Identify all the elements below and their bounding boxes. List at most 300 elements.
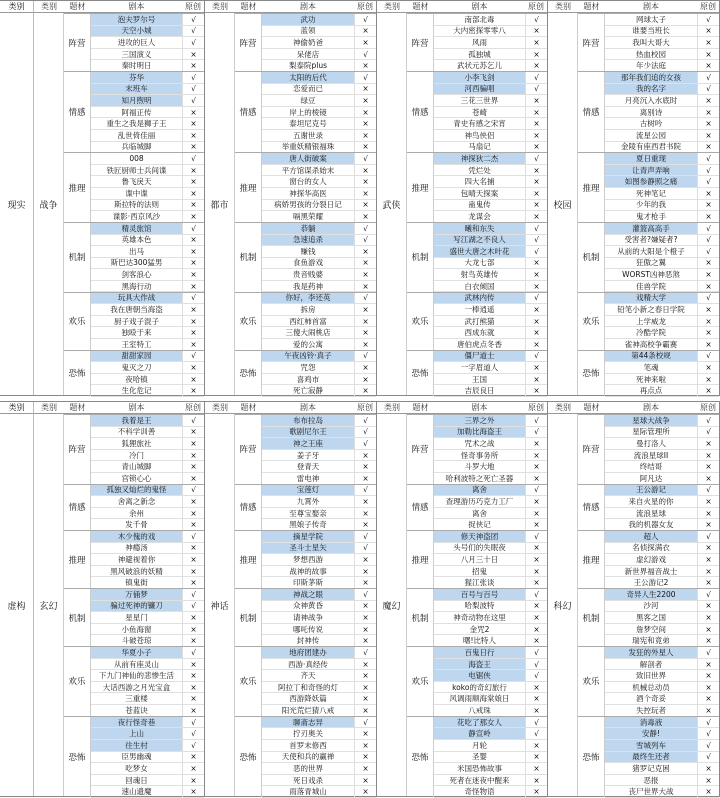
table-row[interactable] bbox=[262, 589, 376, 601]
table-row[interactable] bbox=[91, 176, 204, 188]
original-mark: × bbox=[525, 566, 547, 577]
table-row[interactable] bbox=[262, 485, 376, 497]
table-row[interactable] bbox=[605, 508, 719, 520]
table-row[interactable] bbox=[91, 589, 204, 601]
table-row[interactable] bbox=[91, 728, 204, 740]
table-row[interactable] bbox=[262, 26, 376, 38]
table-row[interactable] bbox=[91, 438, 204, 450]
script-name: 请神战争 bbox=[293, 613, 323, 623]
subgroup bbox=[64, 71, 204, 152]
table-row[interactable] bbox=[434, 293, 547, 305]
table-row[interactable] bbox=[434, 717, 547, 729]
table-row[interactable] bbox=[262, 293, 376, 305]
table-row[interactable] bbox=[434, 84, 547, 96]
table-row[interactable] bbox=[605, 49, 719, 61]
group-4 bbox=[548, 1, 720, 395]
table-row[interactable] bbox=[262, 786, 376, 798]
table-row[interactable] bbox=[262, 327, 376, 339]
script-name: 谍中谍 bbox=[125, 188, 148, 198]
table-row[interactable] bbox=[434, 485, 547, 497]
table-row[interactable] bbox=[434, 508, 547, 520]
script-name: 姜子牙 bbox=[296, 450, 320, 460]
table-row[interactable] bbox=[605, 682, 719, 694]
table-row[interactable] bbox=[605, 188, 719, 200]
table-row[interactable] bbox=[434, 304, 547, 316]
table-row[interactable] bbox=[262, 316, 376, 328]
script-name: 月轮 bbox=[472, 740, 487, 750]
table-row[interactable] bbox=[605, 293, 719, 305]
table-row[interactable] bbox=[434, 543, 547, 555]
table-row[interactable] bbox=[434, 385, 547, 397]
table-row[interactable] bbox=[434, 327, 547, 339]
table-row[interactable] bbox=[605, 531, 719, 543]
table-row[interactable] bbox=[91, 763, 204, 775]
table-row[interactable] bbox=[605, 176, 719, 188]
table-row[interactable] bbox=[605, 543, 719, 555]
table-row[interactable] bbox=[605, 37, 719, 49]
table-row[interactable] bbox=[434, 740, 547, 752]
table-row[interactable] bbox=[262, 14, 376, 26]
script-name: 不科学训善 bbox=[117, 427, 156, 437]
table-row[interactable] bbox=[434, 659, 547, 671]
table-row[interactable] bbox=[434, 566, 547, 578]
table-row[interactable] bbox=[605, 659, 719, 671]
script-name: 酒个奇妥 bbox=[636, 694, 666, 704]
subgroup bbox=[407, 588, 547, 646]
table-row[interactable] bbox=[605, 351, 719, 363]
table-row[interactable] bbox=[605, 362, 719, 374]
table-row[interactable] bbox=[91, 293, 204, 305]
table-row[interactable] bbox=[605, 450, 719, 462]
table-row[interactable] bbox=[262, 118, 376, 130]
original-mark: × bbox=[697, 339, 719, 350]
table-row[interactable] bbox=[91, 543, 204, 555]
table-row[interactable] bbox=[91, 72, 204, 84]
table-row[interactable] bbox=[91, 223, 204, 235]
table-row[interactable] bbox=[434, 153, 547, 165]
table-row[interactable] bbox=[434, 72, 547, 84]
table-row[interactable] bbox=[262, 775, 376, 787]
table-row[interactable] bbox=[262, 647, 376, 659]
table-row[interactable] bbox=[262, 188, 376, 200]
original-mark: × bbox=[525, 519, 547, 530]
table-row[interactable] bbox=[434, 374, 547, 386]
table-row[interactable] bbox=[434, 670, 547, 682]
original-mark: √ bbox=[182, 14, 204, 25]
table-row[interactable] bbox=[605, 246, 719, 258]
table-row[interactable] bbox=[434, 351, 547, 363]
table-row[interactable] bbox=[434, 258, 547, 270]
table-row[interactable] bbox=[262, 438, 376, 450]
original-mark: √ bbox=[354, 223, 376, 234]
table-row[interactable] bbox=[434, 37, 547, 49]
script-name: 雀神高校争霸赛 bbox=[624, 339, 678, 349]
table-row[interactable] bbox=[434, 415, 547, 427]
table-row[interactable] bbox=[605, 461, 719, 473]
table-row[interactable] bbox=[434, 235, 547, 247]
table-row[interactable] bbox=[91, 647, 204, 659]
table-row[interactable] bbox=[605, 374, 719, 386]
table-row[interactable] bbox=[262, 740, 376, 752]
table-row[interactable] bbox=[91, 235, 204, 247]
table-row[interactable] bbox=[434, 130, 547, 142]
table-row[interactable] bbox=[262, 385, 376, 397]
script-name: 曙!比特人 bbox=[462, 636, 496, 646]
table-row[interactable] bbox=[91, 188, 204, 200]
table-row[interactable] bbox=[91, 258, 204, 270]
table-row[interactable] bbox=[262, 84, 376, 96]
original-mark: × bbox=[697, 543, 719, 554]
table-row[interactable] bbox=[605, 717, 719, 729]
table-row[interactable] bbox=[91, 566, 204, 578]
table-row[interactable] bbox=[434, 775, 547, 787]
table-row[interactable] bbox=[262, 659, 376, 671]
table-row[interactable] bbox=[434, 316, 547, 328]
original-mark: × bbox=[182, 624, 204, 635]
table-row[interactable] bbox=[91, 508, 204, 520]
original-mark: × bbox=[354, 635, 376, 646]
table-row[interactable] bbox=[605, 624, 719, 636]
table-row[interactable] bbox=[605, 26, 719, 38]
table-row[interactable] bbox=[605, 118, 719, 130]
original-mark: √ bbox=[697, 351, 719, 362]
table-row[interactable] bbox=[91, 37, 204, 49]
script-name: 至尊宝娶亲 bbox=[289, 508, 327, 518]
category-label: 虚构 bbox=[0, 414, 34, 796]
table-row[interactable] bbox=[262, 682, 376, 694]
table-row[interactable] bbox=[605, 385, 719, 397]
table-row[interactable] bbox=[605, 269, 719, 281]
script-name: 神避视着你 bbox=[117, 555, 156, 565]
table-row[interactable] bbox=[91, 362, 204, 374]
table-row[interactable] bbox=[605, 130, 719, 142]
table-row[interactable] bbox=[262, 258, 376, 270]
table-row[interactable] bbox=[262, 554, 376, 566]
table-row[interactable] bbox=[262, 246, 376, 258]
theme-label: 阵营 bbox=[235, 14, 262, 71]
table-row[interactable] bbox=[434, 269, 547, 281]
table-row[interactable] bbox=[91, 693, 204, 705]
table-row[interactable] bbox=[262, 752, 376, 764]
theme-label: 欢乐 bbox=[407, 293, 434, 350]
script-name: 镇鬼街 bbox=[125, 578, 148, 588]
table-row[interactable] bbox=[91, 304, 204, 316]
script-name: 剑客浪心 bbox=[121, 270, 152, 280]
table-row[interactable] bbox=[91, 740, 204, 752]
table-row[interactable] bbox=[605, 438, 719, 450]
table-row[interactable] bbox=[434, 728, 547, 740]
original-mark: × bbox=[354, 473, 376, 484]
table-row[interactable] bbox=[262, 566, 376, 578]
script-name: 首罗末修西 bbox=[289, 740, 327, 750]
script-name: 射鸟英雄传 bbox=[460, 270, 499, 280]
script-name: 米国恐怖故事 bbox=[457, 763, 502, 773]
original-mark: × bbox=[697, 130, 719, 141]
table-row[interactable] bbox=[262, 200, 376, 212]
table-row[interactable] bbox=[91, 327, 204, 339]
original-mark: × bbox=[697, 659, 719, 670]
table-row[interactable] bbox=[262, 235, 376, 247]
table-row[interactable] bbox=[91, 200, 204, 212]
table-row[interactable] bbox=[605, 728, 719, 740]
subgroup bbox=[407, 414, 547, 484]
table-row[interactable] bbox=[605, 752, 719, 764]
table-row[interactable] bbox=[262, 130, 376, 142]
table-row[interactable] bbox=[91, 624, 204, 636]
table-row[interactable] bbox=[434, 49, 547, 61]
table-row[interactable] bbox=[434, 176, 547, 188]
original-mark: × bbox=[697, 304, 719, 315]
table-row[interactable] bbox=[605, 647, 719, 659]
script-name: 孤独又灿烂的鬼怪 bbox=[91, 485, 182, 496]
table-row[interactable] bbox=[91, 496, 204, 508]
table-row[interactable] bbox=[434, 26, 547, 38]
table-row[interactable] bbox=[262, 176, 376, 188]
original-mark: × bbox=[182, 786, 204, 797]
table-row[interactable] bbox=[91, 246, 204, 258]
script-name: 恭躺 bbox=[262, 223, 354, 234]
table-row[interactable] bbox=[434, 693, 547, 705]
table-row[interactable] bbox=[605, 566, 719, 578]
script-name: 乱世倚佳丽 bbox=[117, 130, 156, 140]
table-row[interactable] bbox=[605, 14, 719, 26]
table-row[interactable] bbox=[91, 351, 204, 363]
table-row[interactable] bbox=[434, 461, 547, 473]
table-row[interactable] bbox=[434, 531, 547, 543]
table-row[interactable] bbox=[605, 415, 719, 427]
table-row[interactable] bbox=[91, 130, 204, 142]
table-row[interactable] bbox=[91, 612, 204, 624]
subgroup bbox=[578, 13, 719, 71]
table-row[interactable] bbox=[91, 752, 204, 764]
script-name: 年少法庭 bbox=[636, 61, 666, 71]
table-row[interactable] bbox=[605, 554, 719, 566]
table-row[interactable] bbox=[434, 496, 547, 508]
table-row[interactable] bbox=[434, 118, 547, 130]
table-row[interactable] bbox=[605, 304, 719, 316]
group-4 bbox=[548, 402, 720, 796]
table-row[interactable] bbox=[605, 316, 719, 328]
table-row[interactable] bbox=[262, 374, 376, 386]
original-mark: √ bbox=[697, 752, 719, 763]
table-row[interactable] bbox=[434, 200, 547, 212]
script-name: 聊斋志异 bbox=[262, 717, 354, 728]
script-name: 最终生还者 bbox=[605, 752, 697, 763]
table-row[interactable] bbox=[434, 763, 547, 775]
table-row[interactable] bbox=[262, 693, 376, 705]
table-row[interactable] bbox=[605, 223, 719, 235]
table-row[interactable] bbox=[434, 752, 547, 764]
table-row[interactable] bbox=[605, 693, 719, 705]
table-row[interactable] bbox=[91, 775, 204, 787]
table-row[interactable] bbox=[91, 49, 204, 61]
original-mark: × bbox=[525, 705, 547, 716]
original-mark: √ bbox=[525, 293, 547, 304]
table-row[interactable] bbox=[262, 269, 376, 281]
table-row[interactable] bbox=[605, 327, 719, 339]
table-row[interactable] bbox=[91, 670, 204, 682]
table-row[interactable] bbox=[262, 95, 376, 107]
table-row[interactable] bbox=[605, 95, 719, 107]
original-mark: × bbox=[697, 473, 719, 484]
table-row[interactable] bbox=[605, 612, 719, 624]
table-row[interactable] bbox=[434, 682, 547, 694]
script-name: 苍崎 bbox=[472, 107, 487, 117]
table-row[interactable] bbox=[262, 450, 376, 462]
table-row[interactable] bbox=[262, 304, 376, 316]
table-row[interactable] bbox=[91, 415, 204, 427]
table-row[interactable] bbox=[91, 485, 204, 497]
table-row[interactable] bbox=[262, 351, 376, 363]
table-row[interactable] bbox=[434, 554, 547, 566]
table-row[interactable] bbox=[91, 269, 204, 281]
table-row[interactable] bbox=[91, 84, 204, 96]
table-row[interactable] bbox=[605, 763, 719, 775]
table-row[interactable] bbox=[262, 612, 376, 624]
table-row[interactable] bbox=[434, 589, 547, 601]
table-row[interactable] bbox=[262, 153, 376, 165]
original-mark: × bbox=[697, 316, 719, 327]
subgroup bbox=[578, 292, 719, 350]
script-name: 知月煦明 bbox=[91, 95, 182, 106]
table-row[interactable] bbox=[434, 246, 547, 258]
script-name: 夜行怪奇巷 bbox=[91, 717, 182, 728]
table-row[interactable] bbox=[91, 461, 204, 473]
table-row[interactable] bbox=[262, 728, 376, 740]
table-row[interactable] bbox=[434, 165, 547, 177]
table-row[interactable] bbox=[605, 153, 719, 165]
table-row[interactable] bbox=[434, 624, 547, 636]
table-row[interactable] bbox=[91, 316, 204, 328]
table-row[interactable] bbox=[605, 670, 719, 682]
subgroup bbox=[235, 646, 376, 716]
table-row[interactable] bbox=[605, 427, 719, 439]
table-row[interactable] bbox=[434, 438, 547, 450]
table-row[interactable] bbox=[91, 450, 204, 462]
table-row[interactable] bbox=[91, 682, 204, 694]
theme-label: 欢乐 bbox=[235, 293, 262, 350]
table-row[interactable] bbox=[91, 118, 204, 130]
original-mark: × bbox=[525, 37, 547, 48]
table-row[interactable] bbox=[262, 37, 376, 49]
table-row[interactable] bbox=[434, 95, 547, 107]
table-row[interactable] bbox=[91, 554, 204, 566]
table-row[interactable] bbox=[262, 670, 376, 682]
table-row[interactable] bbox=[91, 153, 204, 165]
script-name: 王室特工 bbox=[121, 339, 152, 349]
table-row[interactable] bbox=[262, 601, 376, 613]
table-row[interactable] bbox=[262, 362, 376, 374]
table-row[interactable] bbox=[605, 72, 719, 84]
table-row[interactable] bbox=[434, 647, 547, 659]
table-row[interactable] bbox=[262, 223, 376, 235]
table-row[interactable] bbox=[605, 84, 719, 96]
table-row[interactable] bbox=[91, 165, 204, 177]
table-row[interactable] bbox=[605, 107, 719, 119]
table-row[interactable] bbox=[605, 601, 719, 613]
table-row[interactable] bbox=[262, 461, 376, 473]
table-row[interactable] bbox=[434, 450, 547, 462]
script-name: 岸上的棱镜 bbox=[289, 107, 327, 117]
table-row[interactable] bbox=[434, 188, 547, 200]
table-row[interactable] bbox=[262, 531, 376, 543]
table-row[interactable] bbox=[434, 362, 547, 374]
table-row[interactable] bbox=[434, 601, 547, 613]
table-row[interactable] bbox=[91, 107, 204, 119]
table-row[interactable] bbox=[91, 786, 204, 798]
table-row[interactable] bbox=[91, 531, 204, 543]
original-mark: × bbox=[525, 316, 547, 327]
original-mark: × bbox=[182, 612, 204, 623]
table-row[interactable] bbox=[262, 763, 376, 775]
table-row[interactable] bbox=[91, 427, 204, 439]
original-mark: √ bbox=[697, 740, 719, 751]
table-row[interactable] bbox=[262, 543, 376, 555]
table-row[interactable] bbox=[262, 165, 376, 177]
original-mark: √ bbox=[525, 84, 547, 95]
script-name: 武状元苏乞儿 bbox=[457, 61, 502, 71]
table-row[interactable] bbox=[605, 589, 719, 601]
script-name: 大话西游之月光宝盒 bbox=[102, 682, 171, 692]
table-row[interactable] bbox=[262, 107, 376, 119]
header-row bbox=[34, 1, 204, 13]
table-row[interactable] bbox=[91, 659, 204, 671]
table-row[interactable] bbox=[262, 717, 376, 729]
table-row[interactable] bbox=[91, 14, 204, 26]
table-row[interactable] bbox=[605, 165, 719, 177]
table-row[interactable] bbox=[605, 786, 719, 798]
table-row[interactable] bbox=[91, 95, 204, 107]
table-row[interactable] bbox=[434, 786, 547, 798]
subgroup bbox=[578, 152, 719, 222]
table-row[interactable] bbox=[605, 235, 719, 247]
table-row[interactable] bbox=[91, 385, 204, 397]
original-mark: × bbox=[525, 118, 547, 129]
table-row[interactable] bbox=[434, 612, 547, 624]
original-mark: × bbox=[525, 95, 547, 106]
table-row[interactable] bbox=[262, 49, 376, 61]
table-row[interactable] bbox=[262, 427, 376, 439]
table-row[interactable] bbox=[262, 72, 376, 84]
table-row[interactable] bbox=[605, 485, 719, 497]
table-row[interactable] bbox=[262, 415, 376, 427]
table-row[interactable] bbox=[91, 601, 204, 613]
table-row[interactable] bbox=[434, 223, 547, 235]
table-row[interactable] bbox=[91, 26, 204, 38]
table-row[interactable] bbox=[434, 14, 547, 26]
table-row[interactable] bbox=[605, 740, 719, 752]
table-row[interactable] bbox=[262, 624, 376, 636]
table-row[interactable] bbox=[605, 200, 719, 212]
header-cat: 类别 bbox=[555, 2, 571, 11]
table-row[interactable] bbox=[605, 775, 719, 787]
script-name: 我是药神 bbox=[293, 281, 323, 291]
original-mark: × bbox=[182, 316, 204, 327]
table-row[interactable] bbox=[434, 107, 547, 119]
script-name: 如图参静照之痛 bbox=[605, 176, 697, 187]
table-row[interactable] bbox=[262, 496, 376, 508]
table-row[interactable] bbox=[434, 427, 547, 439]
table-row[interactable] bbox=[605, 258, 719, 270]
original-mark: × bbox=[182, 554, 204, 565]
original-mark: × bbox=[354, 37, 376, 48]
table-row[interactable] bbox=[91, 374, 204, 386]
table-row[interactable] bbox=[91, 717, 204, 729]
theme-label: 阵营 bbox=[64, 14, 91, 71]
table-row[interactable] bbox=[262, 508, 376, 520]
script-name: 宫锁心心 bbox=[121, 473, 152, 483]
table-row[interactable] bbox=[605, 496, 719, 508]
